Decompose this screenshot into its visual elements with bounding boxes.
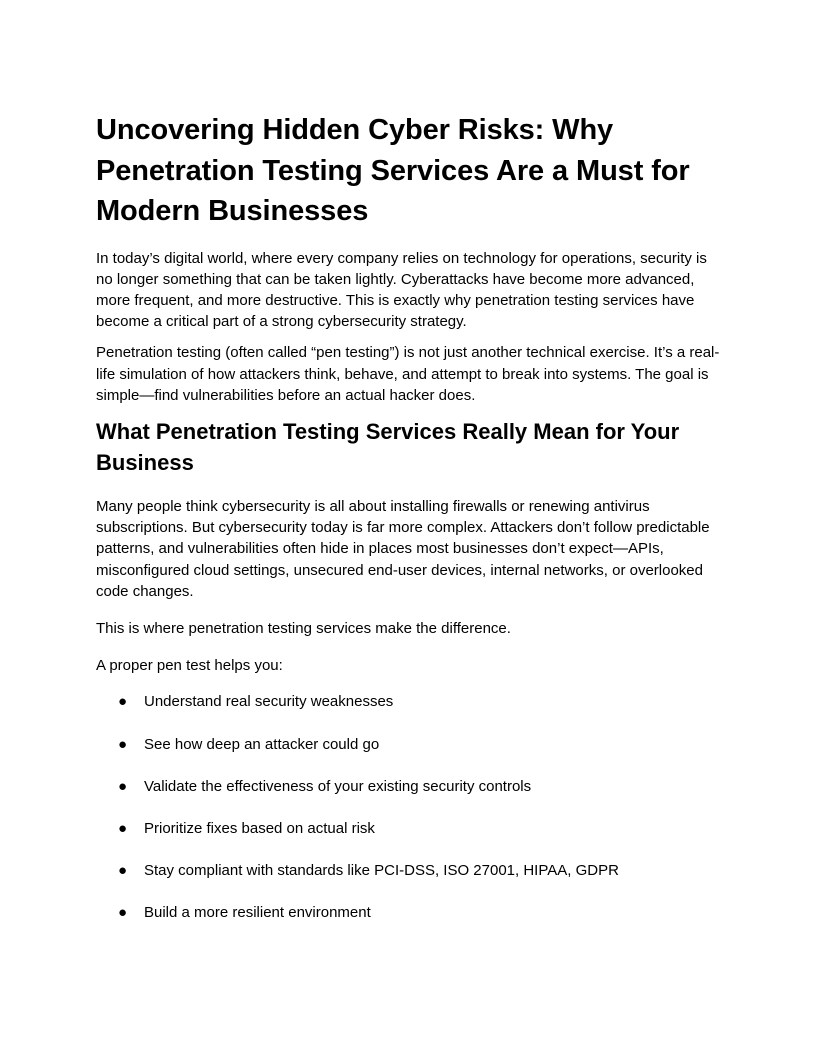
intro-paragraph-2: Penetration testing (often called “pen testing”) is not just another technical exercise. It’s a real-life simulation of how attackers think, behave, and attempt to break into systems. The goal is simple—find vulnerabilities before an actual hacker does. — [96, 344, 720, 404]
bullet-icon: ● — [118, 819, 128, 837]
document-title: Uncovering Hidden Cyber Risks: Why Penetration Testing Services Are a Must for Modern Businesses — [96, 114, 690, 227]
section-paragraph-2: This is where penetration testing services make the difference. — [96, 619, 511, 637]
list-item-text: Prioritize fixes based on actual risk — [144, 819, 375, 837]
benefits-list — [96, 691, 720, 923]
section-paragraph-1: Many people think cybersecurity is all about installing firewalls or renewing antivirus subscriptions. But cybersecurity today is far more complex. Attackers don’t follow predictable patterns, and vulnerabilities often hide in places most businesses don’t expect—APIs, misconfigured cloud settings, unsecured end-user devices, internal networks, or overlooked code changes. — [96, 497, 710, 600]
list-item-text: Build a more resilient environment — [144, 904, 371, 922]
list-item — [96, 818, 720, 839]
bullet-icon: ● — [118, 735, 128, 753]
list-item-text: Understand real security weaknesses — [144, 693, 394, 711]
bullet-icon: ● — [118, 693, 128, 711]
list-item — [96, 691, 720, 712]
bullet-icon: ● — [118, 862, 128, 880]
list-item — [96, 776, 720, 797]
bullet-icon: ● — [118, 777, 128, 795]
list-item — [96, 902, 720, 923]
document-page — [96, 110, 720, 945]
intro-paragraph-1: In today’s digital world, where every company relies on technology for operations, security is no longer something that can be taken lightly. Cyberattacks have become more advanced, more frequent, and more destructive. This is exactly why penetration testing services have become a critical part of a strong cybersecurity strategy. — [96, 249, 707, 331]
list-item-text: Stay compliant with standards like PCI-DSS, ISO 27001, HIPAA, GDPR — [144, 862, 619, 880]
bullet-icon: ● — [118, 904, 128, 922]
list-item-text: Validate the effectiveness of your existing security controls — [144, 777, 532, 795]
section-heading: What Penetration Testing Services Really Mean for Your Business — [96, 418, 680, 475]
list-item — [96, 860, 720, 881]
section-paragraph-3: A proper pen test helps you: — [96, 657, 283, 675]
list-item-text: See how deep an attacker could go — [144, 735, 380, 753]
list-item — [96, 734, 720, 755]
